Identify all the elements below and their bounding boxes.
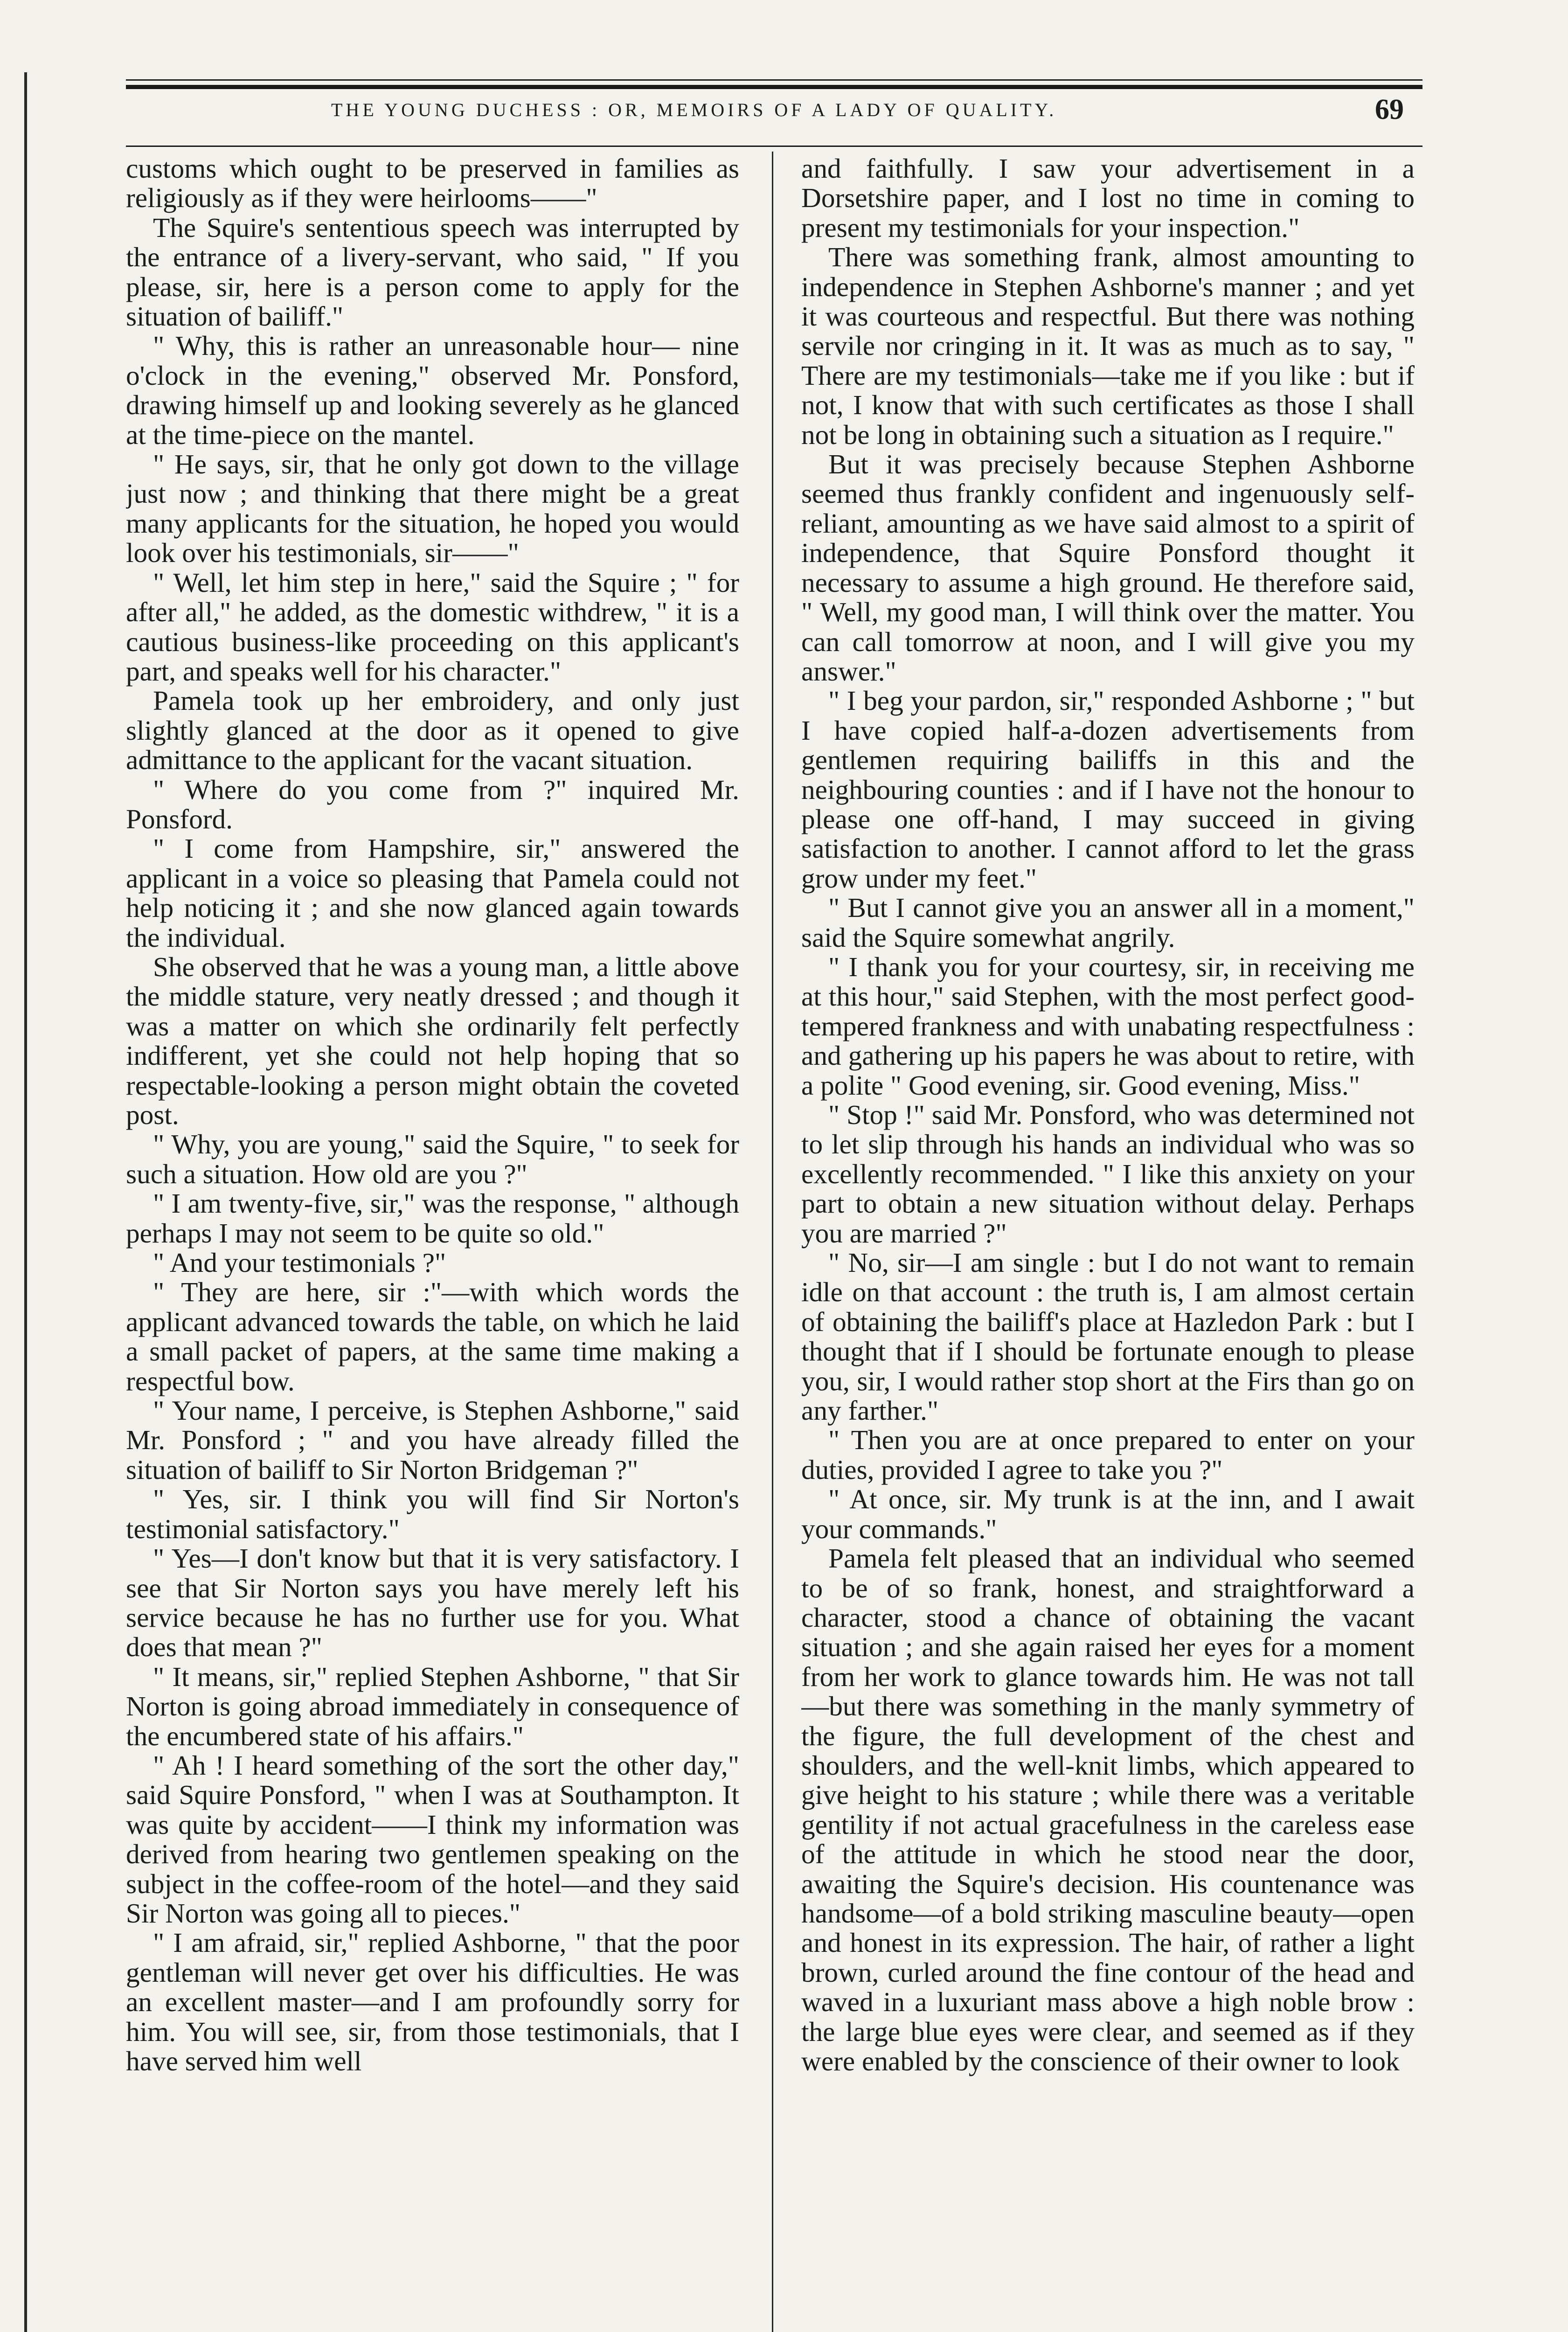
paragraph: " I am twenty-five, sir," was the response, " although perhaps I may not seem to be quite so old." <box>126 1188 739 1249</box>
paragraph: " Yes—I don't know but that it is very satisfactory. I see that Sir Norton says you have merely left his service because he has no further use for you. What does that mean ?" <box>126 1543 739 1663</box>
paragraph: But it was precisely because Stephen Ashborne seemed thus frankly confident and ingenuously self-reliant, amounting as we have said almost to a spirit of independence, that Squire Ponsford thought it necessary to assume a high ground. He therefore said, " Well, my good man, I will think over the matter. You can call tomorrow at noon, and I will give you my answer." <box>801 449 1415 687</box>
page-number: 69 <box>1375 94 1404 125</box>
paragraph: customs which ought to be preserved in families as religiously as if they were heirlooms——" <box>126 154 739 214</box>
paragraph: " Why, you are young," said the Squire, " to seek for such a situation. How old are you ?" <box>126 1129 739 1189</box>
paragraph: " At once, sir. My trunk is at the inn, and I await your commands." <box>801 1484 1415 1544</box>
page-edge-shadow <box>24 72 27 2332</box>
paragraph: Pamela felt pleased that an individual who seemed to be of so frank, honest, and straightforward a character, stood a chance of obtaining the vacant situation ; and she again raised her eyes for a moment from her work to glance towards him. He was not tall—but there was something in the manly symmetry of the figure, the full development of the chest and shoulders, and the well-knit limbs, which appeared to give height to his stature ; while there was a veritable gentility if not actual gracefulness in the careless ease of the attitude in which he stood near the door, awaiting the Squire's decision. His countenance was handsome—of a bold striking masculine beauty—open and honest in its expression. The hair, of rather a light brown, curled around the fine contour of the head and waved in a luxuriant mass above a high noble brow : the large blue eyes were clear, and seemed as if they were enabled by the conscience of their owner to look <box>801 1543 1415 2076</box>
paragraph: " I beg your pardon, sir," responded Ashborne ; " but I have copied half-a-dozen advertisements from gentlemen requiring bailiffs in this and the neighbouring counties : and if I have not the honour to please one off-hand, I may succeed in giving satisfaction to another. I cannot afford to let the grass grow under my feet." <box>801 685 1415 894</box>
paragraph: " I come from Hampshire, sir," answered the applicant in a voice so pleasing that Pamela could not help noticing it ; and she now glanced again towards the individual. <box>126 833 739 953</box>
column-divider <box>772 152 773 2332</box>
paragraph: " I thank you for your courtesy, sir, in receiving me at this hour," said Stephen, with the most perfect good-tempered frankness and with unabating respectfulness : and gathering up his papers he was about to retire, with a polite " Good evening, sir. Good evening, Miss." <box>801 951 1415 1101</box>
top-rule-thick <box>126 85 1422 89</box>
paragraph: " Ah ! I heard something of the sort the other day," said Squire Ponsford, " when I was at Southampton. It was quite by accident——I think my information was derived from hearing two gentlemen speaking on the subject in the coffee-room of the hotel—and they said Sir Norton was going all to pieces." <box>126 1749 739 1929</box>
paragraph: The Squire's sententious speech was interrupted by the entrance of a livery-servant, who said, " If you please, sir, here is a person come to apply for the situation of bailiff." <box>126 212 739 332</box>
paragraph: and faithfully. I saw your advertisement in a Dorsetshire paper, and I lost no time in coming to present my testimonials for your inspection." <box>801 154 1415 243</box>
paragraph: " And your testimonials ?" <box>153 1247 446 1278</box>
paragraph: " No, sir—I am single : but I do not want to remain idle on that account : the truth is, I am almost certain of obtaining the bailiff's place at Hazledon Park : but I thought that if I should be fortunate enough to please you, sir, I would rather stop short at the Firs than go on any farther." <box>801 1247 1415 1426</box>
paragraph: " I am afraid, sir," replied Ashborne, " that the poor gentleman will never get over his difficulties. He was an excellent master—and I am profoundly sorry for him. You will see, sir, from those testimonials, that I have served him well <box>126 1927 739 2076</box>
paragraph: " Then you are at once prepared to enter on your duties, provided I agree to take you ?" <box>801 1424 1415 1485</box>
paragraph: " But I cannot give you an answer all in a moment," said the Squire somewhat angrily. <box>801 892 1415 953</box>
paragraph: Pamela took up her embroidery, and only just slightly glanced at the door as it opened to give admittance to the applicant for the vacant situation. <box>126 685 739 776</box>
paragraph: " Well, let him step in here," said the Squire ; " for after all," he added, as the domestic withdrew, " it is a cautious business-like proceeding on this applicant's part, and speaks well for his character." <box>126 567 739 687</box>
paragraph: She observed that he was a young man, a little above the middle stature, very neatly dressed ; and though it was a matter on which she ordinarily felt perfectly indifferent, yet she could not help hoping that so respectable-looking a person might obtain the coveted post. <box>126 951 739 1130</box>
paragraph: " He says, sir, that he only got down to the village just now ; and thinking that there might be a great many applicants for the situation, he hoped you would look over his testimonials, sir——" <box>126 449 739 569</box>
top-rule-thin <box>126 79 1422 81</box>
paragraph: " Your name, I perceive, is Stephen Ashborne," said Mr. Ponsford ; " and you have already filled the situation of bailiff to Sir Norton Bridgeman ?" <box>126 1395 739 1485</box>
header-rule <box>126 146 1422 147</box>
paragraph: " Yes, sir. I think you will find Sir Norton's testimonial satisfactory." <box>126 1484 739 1544</box>
paragraph: " Where do you come from ?" inquired Mr. Ponsford. <box>126 774 739 834</box>
paragraph: There was something frank, almost amounting to independence in Stephen Ashborne's manner ; and yet it was courteous and respectful. But there was nothing servile nor cringing in it. It was as much as to say, " There are my testimonials—take me if you like : but if not, I know that with such certificates as those I shall not be long in obtaining such a situation as I require." <box>801 242 1415 450</box>
right-column <box>801 154 1415 2309</box>
paragraph: " They are here, sir :"—with which words the applicant advanced towards the table, on which he laid a small packet of papers, at the same time making a respectful bow. <box>126 1277 739 1396</box>
running-title: THE YOUNG DUCHESS : OR, MEMOIRS OF A LADY OF QUALITY. <box>331 99 1057 120</box>
paragraph: " Stop !" said Mr. Ponsford, who was determined not to let slip through his hands an individual who was so excellently recommended. " I like this anxiety on your part to obtain a new situation without delay. Perhaps you are married ?" <box>801 1099 1415 1249</box>
running-head <box>135 94 1404 132</box>
paragraph: " It means, sir," replied Stephen Ashborne, " that Sir Norton is going abroad immediately in consequence of the encumbered state of his affairs." <box>126 1661 739 1751</box>
left-column <box>126 154 739 2309</box>
paragraph: " Why, this is rather an unreasonable hour— nine o'clock in the evening," observed Mr. Ponsford, drawing himself up and looking severely as he glanced at the time-piece on the mantel. <box>126 330 739 450</box>
